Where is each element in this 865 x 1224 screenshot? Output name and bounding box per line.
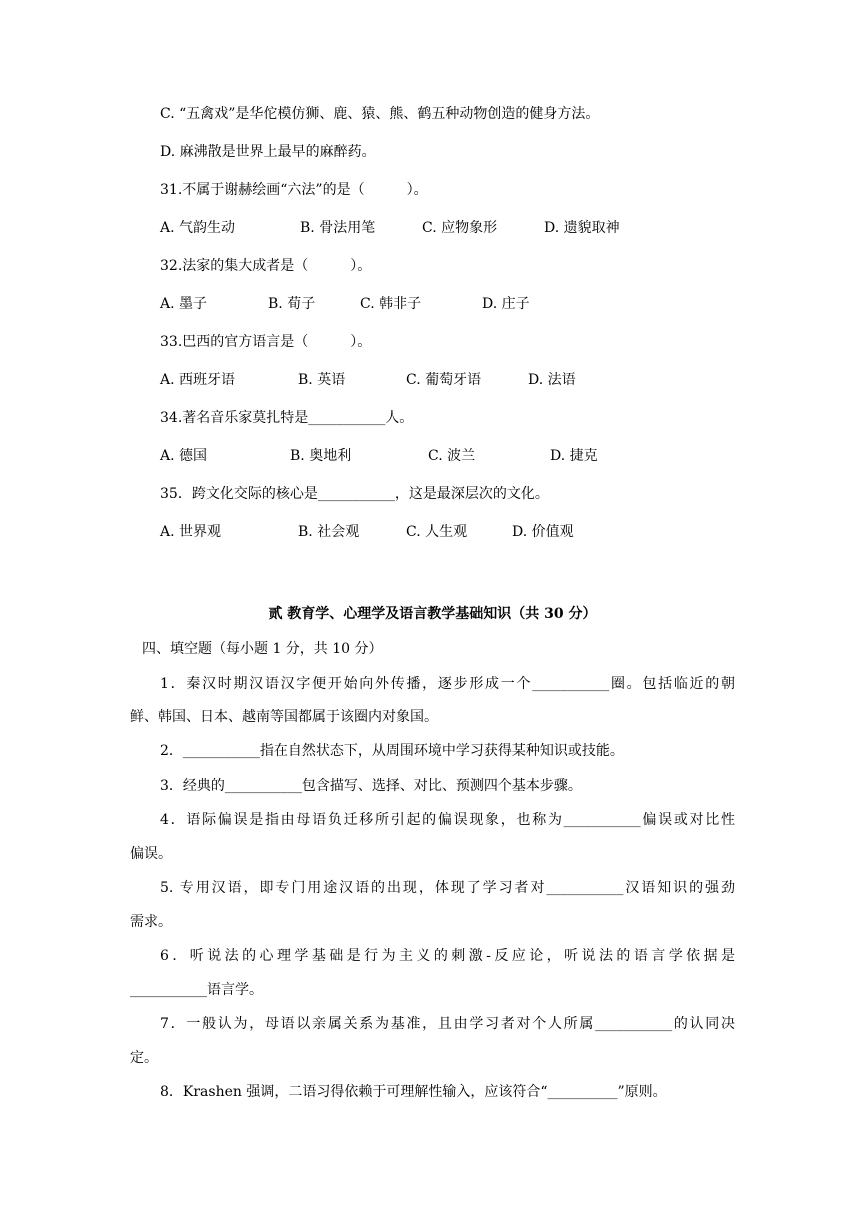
q30-option-c: C. “五禽戏”是华佗模仿狮、鹿、猿、熊、鹤五种动物创造的健身方法。 (160, 106, 600, 122)
q32-option-c: C. 韩非子 (360, 296, 422, 312)
q33-option-b: B. 英语 (298, 372, 346, 388)
q34-option-d: D. 捷克 (550, 448, 598, 464)
q31-option-c: C. 应物象形 (422, 220, 498, 236)
fill-item-6-line-2: ___________语言学。 (130, 982, 263, 998)
q34-option-c: C. 波兰 (428, 448, 476, 464)
q33-option-d: D. 法语 (528, 372, 576, 388)
q31-stem: 31.不属于谢赫绘画“六法”的是（ ）。 (160, 182, 428, 198)
q32-option-a: A. 墨子 (160, 296, 208, 312)
fill-item-8: 8．Krashen 强调，二语习得依赖于可理解性输入，应该符合“__________”原则。 (160, 1084, 667, 1100)
section-title: 贰 教育学、心理学及语言教学基础知识（共 30 分） (268, 606, 597, 622)
q32-stem: 32.法家的集大成者是（ ）。 (160, 258, 372, 274)
fill-item-1-line-1: 1．秦汉时期汉语汉字便开始向外传播，逐步形成一个___________圈。包括临近的朝 (160, 676, 735, 692)
q34-option-b: B. 奥地利 (290, 448, 352, 464)
q33-option-a: A. 西班牙语 (160, 372, 236, 388)
q35-option-d: D. 价值观 (512, 524, 574, 540)
fill-item-7-line-2: 定。 (130, 1050, 158, 1066)
fill-item-1-line-2: 鲜、韩国、日本、越南等国都属于该圈内对象国。 (130, 709, 438, 725)
q34-stem: 34.著名音乐家莫扎特是___________人。 (160, 410, 414, 426)
fill-item-6-line-1: 6．听说法的心理学基础是行为主义的刺激-反应论，听说法的语言学依据是 (160, 948, 735, 964)
q33-stem: 33.巴西的官方语言是（ ）。 (160, 334, 372, 350)
q33-option-c: C. 葡萄牙语 (406, 372, 482, 388)
q34-option-a: A. 德国 (160, 448, 208, 464)
fill-item-3: 3．经典的___________包含描写、选择、对比、预测四个基本步骤。 (160, 778, 582, 794)
fill-item-7-line-1: 7．一般认为，母语以亲属关系为基准，且由学习者对个人所属___________的认同决 (160, 1016, 735, 1032)
q31-option-d: D. 遗貌取神 (544, 220, 620, 236)
q35-stem: 35．跨文化交际的核心是___________，这是最深层次的文化。 (160, 486, 549, 502)
q35-option-c: C. 人生观 (406, 524, 468, 540)
q30-option-d: D. 麻沸散是世界上最早的麻醉药。 (160, 144, 376, 160)
fill-item-2: 2．___________指在自然状态下，从周围环境中学习获得某种知识或技能。 (160, 743, 624, 759)
fill-item-4-line-2: 偏误。 (130, 846, 172, 862)
q35-option-b: B. 社会观 (298, 524, 360, 540)
fill-item-5-line-1: 5. 专用汉语，即专门用途汉语的出现，体现了学习者对___________汉语知识的强劲 (160, 880, 735, 896)
q35-option-a: A. 世界观 (160, 524, 222, 540)
q31-option-b: B. 骨法用笔 (300, 220, 376, 236)
q32-option-b: B. 荀子 (268, 296, 316, 312)
fill-item-4-line-1: 4．语际偏误是指由母语负迁移所引起的偏误现象，也称为___________偏误或对比性 (160, 812, 735, 828)
q31-option-a: A. 气韵生动 (160, 220, 236, 236)
q32-option-d: D. 庄子 (482, 296, 530, 312)
subsection-title: 四、填空题（每小题 1 分，共 10 分） (142, 641, 383, 657)
fill-item-5-line-2: 需求。 (130, 914, 172, 930)
